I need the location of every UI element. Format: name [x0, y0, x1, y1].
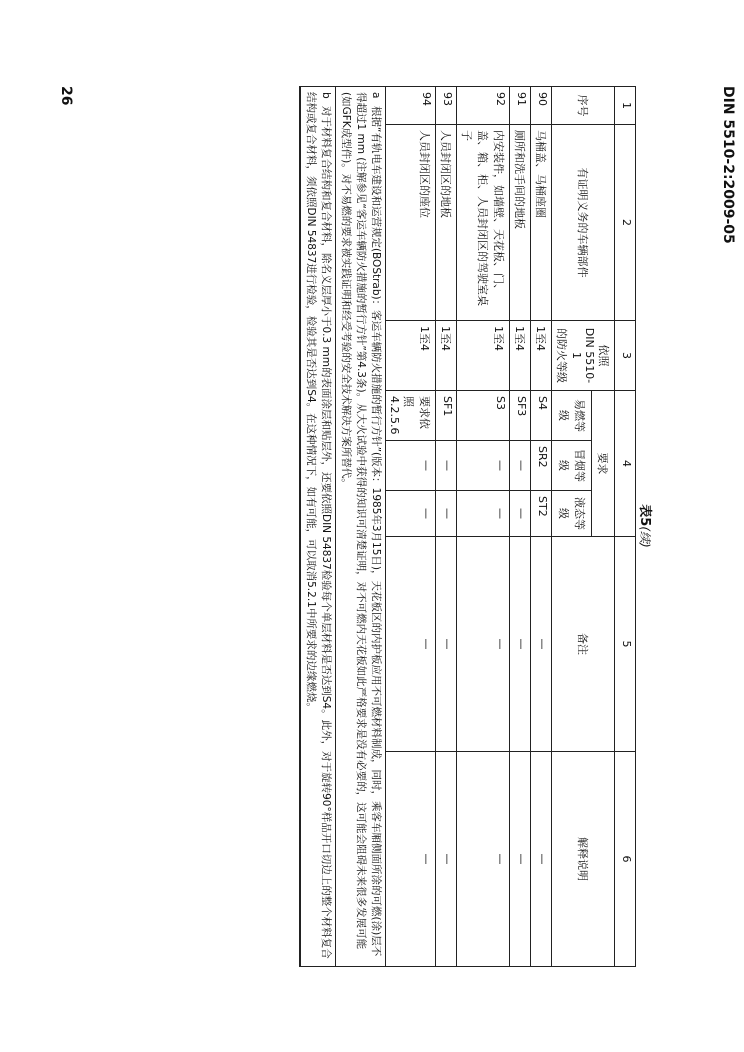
cell-seq: 94 — [386, 87, 436, 125]
cell-explanation: — — [510, 752, 531, 967]
cell-drip: — — [386, 491, 436, 537]
page-number: 26 — [58, 86, 74, 106]
col-number: 4 — [615, 391, 636, 537]
col-number: 1 — [615, 87, 636, 125]
document-header: DIN 5510-2:2009-05 — [720, 86, 736, 244]
cell-seq: 91 — [510, 87, 531, 125]
cell-component: 人员封闭区的地板 — [436, 125, 457, 321]
table-caption — [637, 0, 656, 1052]
cell-component: 人员封闭区的座位 — [386, 125, 436, 321]
cell-remark: — — [457, 537, 510, 752]
fire-protection-table — [299, 86, 636, 967]
cell-smoke: SR2 — [531, 441, 552, 491]
cell-drip: — — [436, 491, 457, 537]
cell-seq: 92 — [457, 87, 510, 125]
cell-remark: — — [510, 537, 531, 752]
footnote-row — [336, 87, 386, 967]
cell-flammability: S3 — [457, 391, 510, 441]
cell-remark: — — [436, 537, 457, 752]
cell-smoke: — — [386, 441, 436, 491]
cell-explanation: — — [386, 752, 436, 967]
cell-fire-class: 1至4 — [531, 321, 552, 391]
cell-component: 内安装件，如墙壁、天花板、门、盖、箱、柜、人员封闭区的驾驶室桌子 — [457, 125, 510, 321]
cell-fire-class: 1至4 — [436, 321, 457, 391]
cell-component: 厕所和洗手间的地板 — [510, 125, 531, 321]
header-row-1 — [592, 87, 615, 967]
header-fire-class-line1: 依照 — [597, 344, 610, 367]
footnote — [336, 87, 386, 967]
table-continuation: (续) — [638, 526, 652, 548]
cell-component: 马桶盖、马桶座圈 — [531, 125, 552, 321]
col-number: 2 — [615, 125, 636, 321]
cell-smoke: — — [436, 441, 457, 491]
header-explanation: 解释说明 — [552, 752, 615, 967]
table-row — [436, 87, 457, 967]
header-flammability: 易燃等级 — [552, 391, 592, 441]
cell-explanation: — — [436, 752, 457, 967]
cell-flammability: SF3 — [510, 391, 531, 441]
cell-explanation: — — [531, 752, 552, 967]
header-fire-class — [552, 321, 615, 391]
table-row — [457, 87, 510, 967]
header-smoke: 冒烟等级 — [552, 441, 592, 491]
cell-remark: — — [386, 537, 436, 752]
col-number: 6 — [615, 752, 636, 967]
footnote-text: 对于材料复合结构和复合材料，除名义层厚小于0.3 mm的表面涂层和贴层外，还要依照DIN 54837检验每个单层材料是否达到S4。此外，对于旋转90°样品开口切边上的整个材料复合结构或复合材料，须依照DIN 54837进行检验，检验其是否达到S4。在这种情况下，如有可能，可以取消5.2.1中所要求的边缘燃烧。 — [305, 92, 332, 959]
header-remark: 备注 — [552, 537, 615, 752]
cell-seq: 90 — [531, 87, 552, 125]
header-requirement: 要求 — [592, 391, 615, 537]
cell-explanation: — — [457, 752, 510, 967]
table-row — [510, 87, 531, 967]
cell-fire-class: 1至4 — [386, 321, 436, 391]
table-title: 表5 — [637, 504, 652, 527]
table-row — [531, 87, 552, 967]
col-number: 3 — [615, 321, 636, 391]
footnote-key: b — [320, 92, 332, 99]
cell-fire-class: 1至4 — [457, 321, 510, 391]
cell-drip: — — [457, 491, 510, 537]
cell-remark: — — [531, 537, 552, 752]
cell-seq: 93 — [436, 87, 457, 125]
cell-flammability: SF1 — [436, 391, 457, 441]
footnote-row — [300, 87, 336, 967]
column-number-row — [615, 87, 636, 967]
header-fire-class-line3: 的防火等级 — [555, 328, 568, 383]
cell-drip: — — [510, 491, 531, 537]
header-fire-class-line2: DIN 5510-1 — [570, 327, 596, 384]
footnote-key: a — [370, 92, 382, 99]
cell-smoke: — — [510, 441, 531, 491]
col-number: 5 — [615, 537, 636, 752]
header-drip: 液态等级 — [552, 491, 592, 537]
cell-smoke: — — [457, 441, 510, 491]
footnote — [300, 87, 336, 967]
footnote-text: 根据“有轨电车建设和运营规定(BOStrab)：客运车辆防火措施的暂行方针”(版本：1985年3月15日)，天花板区的内护板应用不可燃材料制成，同时，乘客车厢侧面所涂的可燃(涂)层不得超过1 mm (注解参见“客运车辆防火措施的暂行方针”第4.3条)。从大火试验中获得的知识可清楚证明，对不可燃内天花板如此严格要求是没有必要的，这可能会阻碍未来很多发展可能(如GFK成型件)。对不易燃的要求被实践证明和经受考验的安全技术解决方案所替代。 — [340, 92, 382, 957]
cell-flammability: 要求依照 4.2.5.6 — [386, 391, 436, 441]
cell-fire-class: 1至4 — [510, 321, 531, 391]
header-seq: 序号 — [552, 87, 615, 125]
cell-drip: ST2 — [531, 491, 552, 537]
header-component: 有证明义务的车辆部件 — [552, 125, 615, 321]
cell-flammability: S4 — [531, 391, 552, 441]
table-row — [386, 87, 436, 967]
